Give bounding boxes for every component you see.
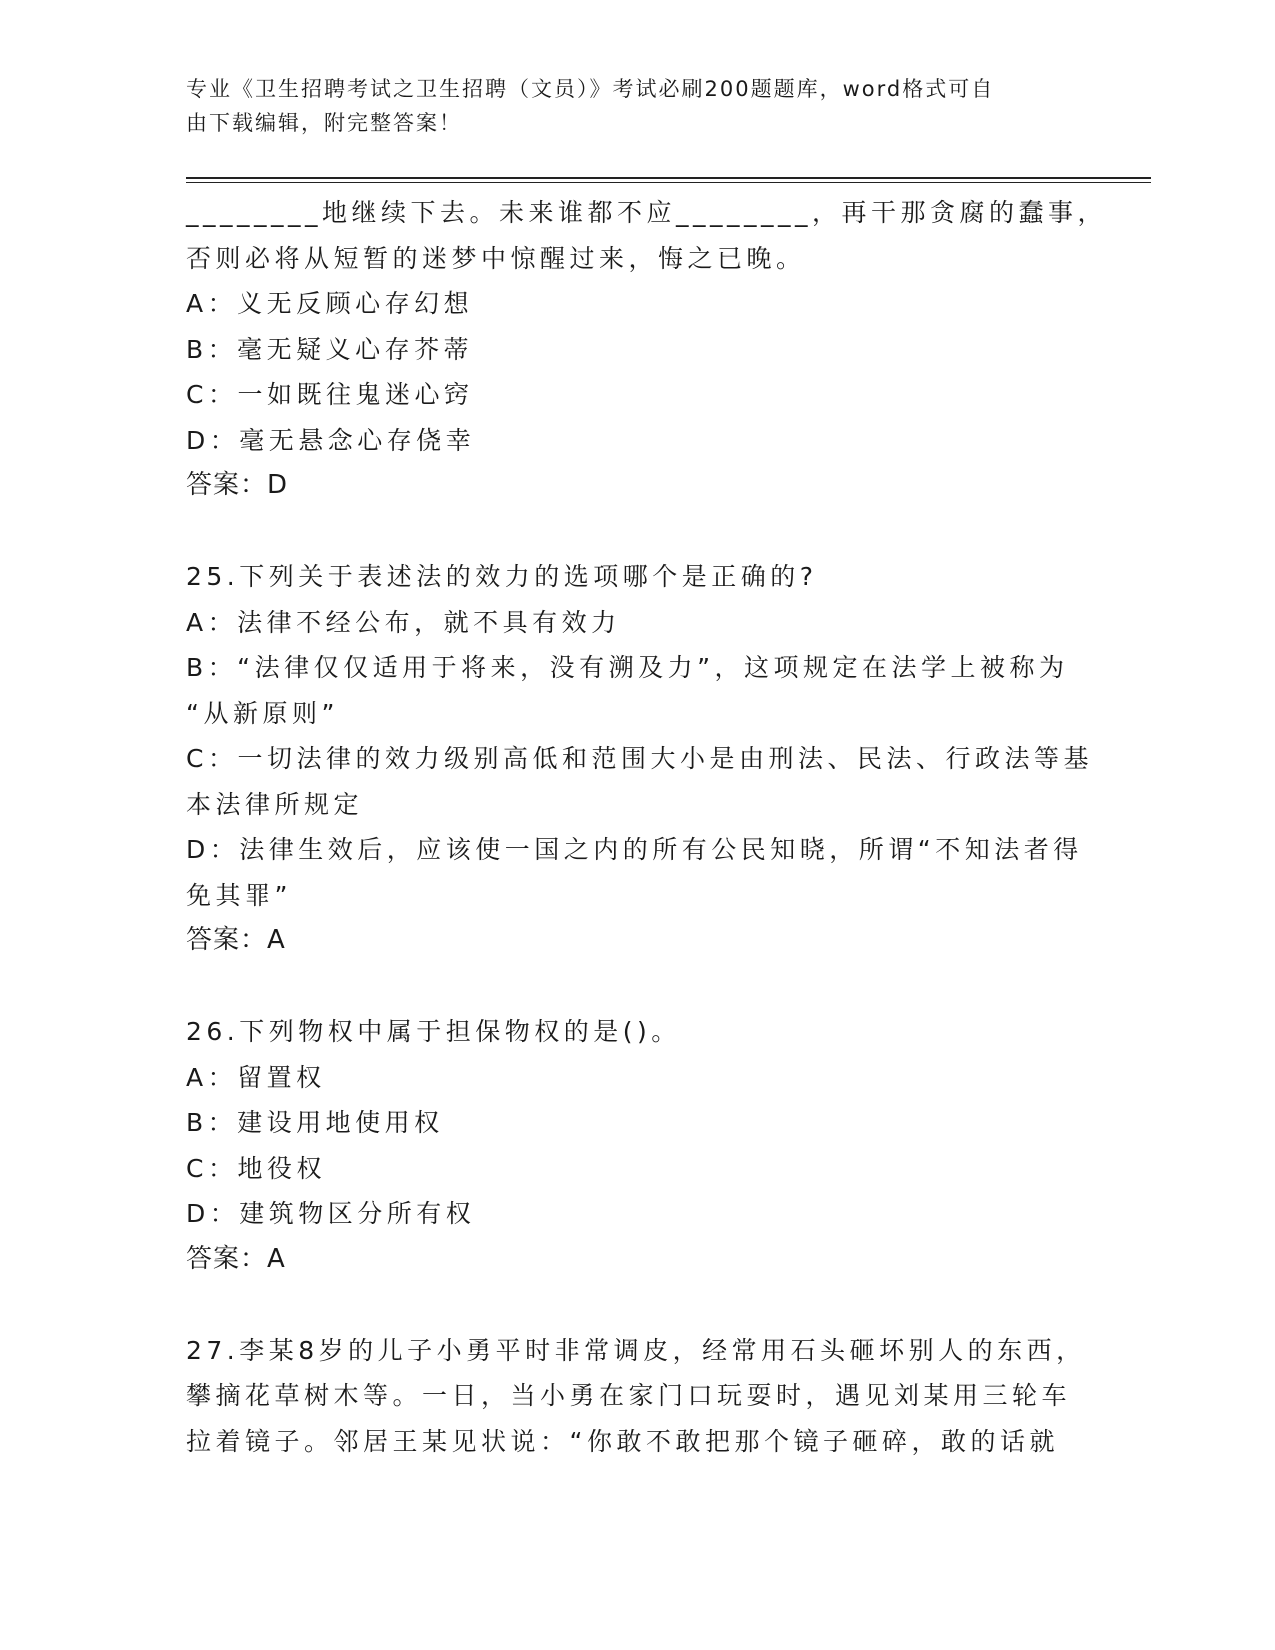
option-b: B：毫无疑义心存芥蒂	[186, 334, 474, 364]
document-header	[186, 72, 1066, 140]
question-stem-line: 27.李某8岁的儿子小勇平时非常调皮，经常用石头砸坏别人的东西，	[186, 1335, 1086, 1365]
option-a: A：法律不经公布，就不具有效力	[186, 607, 621, 637]
option-d-line-2: 免其罪”	[186, 880, 292, 910]
option-a: A：义无反顾心存幻想	[186, 289, 474, 318]
answer-line: 答案：A	[186, 925, 286, 955]
header-rule-thick	[186, 177, 1151, 179]
option-d: D：毫无悬念心存侥幸	[186, 425, 476, 455]
option-b-line-2: “从新原则”	[186, 698, 339, 728]
header-rule-thin	[186, 182, 1151, 183]
question-spacer	[186, 964, 1066, 1010]
question-27	[186, 1328, 1086, 1465]
option-b: B：建设用地使用权	[186, 1108, 444, 1137]
question-spacer	[186, 1282, 1066, 1328]
question-stem: 26.下列物权中属于担保物权的是()。	[186, 1017, 681, 1046]
question-stem-line: 否则必将从短暂的迷梦中惊醒过来，悔之已晚。	[186, 243, 806, 273]
option-c-line-1: C：一切法律的效力级别高低和范围大小是由刑法、民法、行政法等基	[186, 744, 1093, 773]
option-a: A：留置权	[186, 1062, 326, 1092]
question-stem-line: 拉着镜子。邻居王某见状说：“你敢不敢把那个镜子砸碎，敢的话就	[186, 1426, 1059, 1456]
option-d: D：建筑物区分所有权	[186, 1199, 476, 1228]
question-content	[186, 190, 1108, 1464]
option-d-line-1: D：法律生效后，应该使一国之内的所有公民知晓，所谓“不知法者得	[186, 835, 1083, 864]
question-25	[186, 554, 1093, 964]
question-stem-line: ________地继续下去。未来谁都不应________，再干那贪腐的蠢事，	[186, 198, 1108, 227]
question-26	[186, 1009, 1066, 1282]
option-c-line-2: 本法律所规定	[186, 789, 364, 819]
option-c: C：一如既往鬼迷心窍	[186, 380, 474, 409]
question-spacer	[186, 509, 1066, 555]
option-c: C：地役权	[186, 1153, 326, 1183]
header-line-2: 由下载编辑，附完整答案！	[186, 111, 462, 135]
answer-line: 答案：A	[186, 1243, 286, 1274]
answer-line: 答案：D	[186, 470, 289, 500]
question-24	[186, 190, 1108, 509]
header-line-1: 专业《卫生招聘考试之卫生招聘（文员）》考试必刷200题题库，word格式可自	[186, 77, 995, 101]
question-stem: 25.下列关于表述法的效力的选项哪个是正确的?	[186, 562, 818, 591]
option-b-line-1: B：“法律仅仅适用于将来，没有溯及力”，这项规定在法学上被称为	[186, 653, 1069, 682]
question-stem-line: 攀摘花草树木等。一日，当小勇在家门口玩耍时，遇见刘某用三轮车	[186, 1381, 1072, 1410]
